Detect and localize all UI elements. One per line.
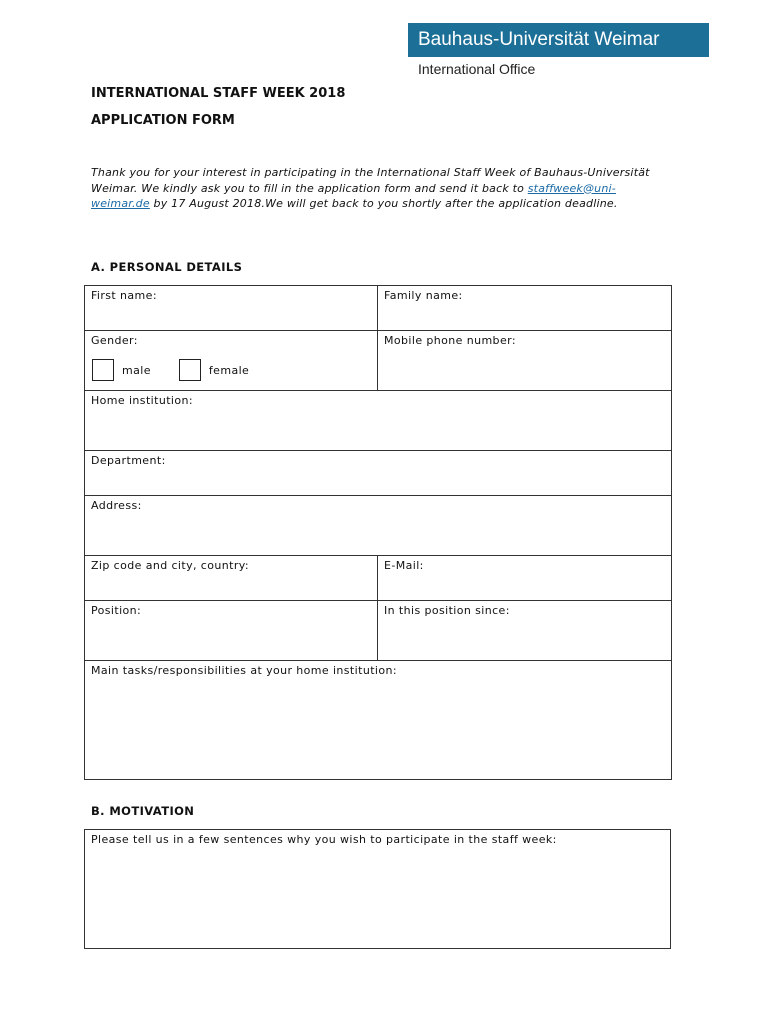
- staffweek-email-link[interactable]: staffweek@uni-weimar.de: [91, 181, 616, 210]
- main-tasks-label: Main tasks/responsibilities at your home institution:: [91, 664, 397, 677]
- email-field[interactable]: [378, 556, 672, 601]
- position-field[interactable]: [85, 601, 378, 661]
- intro-paragraph: [91, 165, 651, 212]
- motivation-field[interactable]: [85, 830, 671, 949]
- department-field[interactable]: [85, 451, 672, 496]
- motivation-table: [84, 829, 671, 949]
- home-institution-field[interactable]: [85, 391, 672, 451]
- first-name-field[interactable]: [85, 286, 378, 331]
- department-label: Department:: [91, 454, 166, 467]
- position-since-field[interactable]: [378, 601, 672, 661]
- position-label: Position:: [91, 604, 142, 617]
- mobile-phone-field[interactable]: [378, 331, 672, 391]
- section-a-heading: A. PERSONAL DETAILS: [91, 260, 243, 274]
- male-label: male: [122, 363, 151, 377]
- office-label: International Office: [418, 61, 536, 77]
- zip-city-field[interactable]: [85, 556, 378, 601]
- gender-female-option[interactable]: [179, 359, 249, 381]
- address-field[interactable]: [85, 496, 672, 556]
- position-since-label: In this position since:: [384, 604, 510, 617]
- home-institution-label: Home institution:: [91, 394, 193, 407]
- family-name-label: Family name:: [384, 289, 463, 302]
- gender-field: [85, 331, 378, 391]
- section-b-heading: B. MOTIVATION: [91, 804, 195, 818]
- personal-details-table: [84, 285, 672, 780]
- motivation-prompt: Please tell us in a few sentences why you wish to participate in the staff week:: [91, 833, 557, 846]
- email-label: E-Mail:: [384, 559, 424, 572]
- university-logo: Bauhaus-Universität Weimar: [408, 23, 709, 57]
- form-subtitle: APPLICATION FORM: [91, 113, 235, 128]
- mobile-phone-label: Mobile phone number:: [384, 334, 516, 347]
- intro-text-before: Thank you for your interest in participating in the International Staff Week of Bauhaus-Universität Weimar. We kindly ask you to fill in the application form and send it back to: [91, 166, 650, 195]
- female-checkbox[interactable]: [179, 359, 201, 381]
- gender-label: Gender:: [91, 334, 138, 347]
- form-title: INTERNATIONAL STAFF WEEK 2018: [91, 86, 346, 101]
- intro-text-after: by 17 August 2018.We will get back to you shortly after the application deadline.: [149, 197, 618, 210]
- female-label: female: [208, 363, 250, 377]
- address-label: Address:: [91, 499, 142, 512]
- gender-options: [92, 359, 371, 381]
- main-tasks-field[interactable]: [85, 661, 672, 780]
- family-name-field[interactable]: [378, 286, 672, 331]
- gender-male-option[interactable]: [92, 359, 151, 381]
- male-checkbox[interactable]: [92, 359, 114, 381]
- first-name-label: First name:: [91, 289, 157, 302]
- zip-city-label: Zip code and city, country:: [91, 559, 249, 572]
